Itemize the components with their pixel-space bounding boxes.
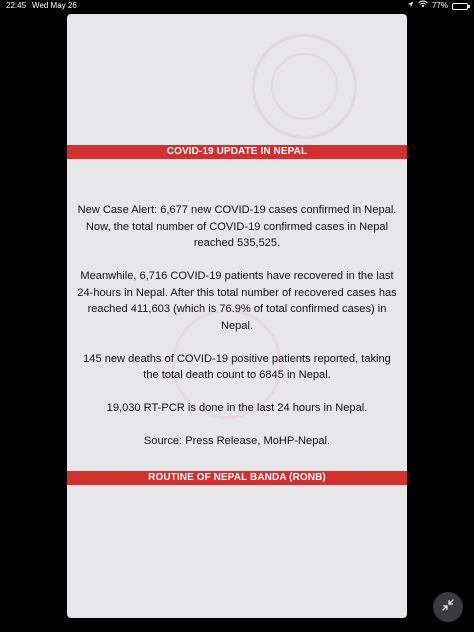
footer-banner: ROUTINE OF NEPAL BANDA (RONB) — [67, 471, 407, 485]
paragraph-tests: 19,030 RT-PCR is done in the last 24 hours in Nepal. — [106, 402, 368, 414]
location-icon — [407, 0, 414, 12]
battery-percent: 77% — [431, 1, 448, 10]
logo-watermark-icon — [252, 34, 357, 139]
status-bar — [0, 0, 474, 14]
paragraph-deaths: 145 new deaths of COVID-19 positive patients reported, taking the total death count to 6845 in Nepal. — [83, 352, 391, 381]
post-image-card — [67, 14, 407, 618]
battery-icon — [452, 3, 468, 10]
status-time: 22:45 — [6, 1, 27, 10]
collapse-button[interactable] — [433, 592, 463, 622]
paragraph-new-cases: New Case Alert: 6,677 new COVID-19 cases confirmed in Nepal. Now, the total number of COVID-19 confirmed cases in Nepal reached 535,525. — [77, 204, 397, 249]
collapse-arrows-icon — [441, 598, 455, 617]
paragraph-source: Source: Press Release, MoHP-Nepal. — [143, 435, 331, 447]
post-body — [67, 202, 407, 466]
status-date: Wed May 26 — [32, 1, 77, 10]
wifi-icon — [418, 0, 428, 12]
header-banner: COVID-19 UPDATE IN NEPAL — [67, 145, 407, 159]
status-left — [6, 0, 77, 12]
status-right — [407, 0, 468, 12]
paragraph-recovered: Meanwhile, 6,716 COVID-19 patients have recovered in the last 24-hours in Nepal. After this total number of recovered cases has reached 411,603 (which is 76.9% of total confirmed cases) in Nepal. — [77, 270, 397, 332]
